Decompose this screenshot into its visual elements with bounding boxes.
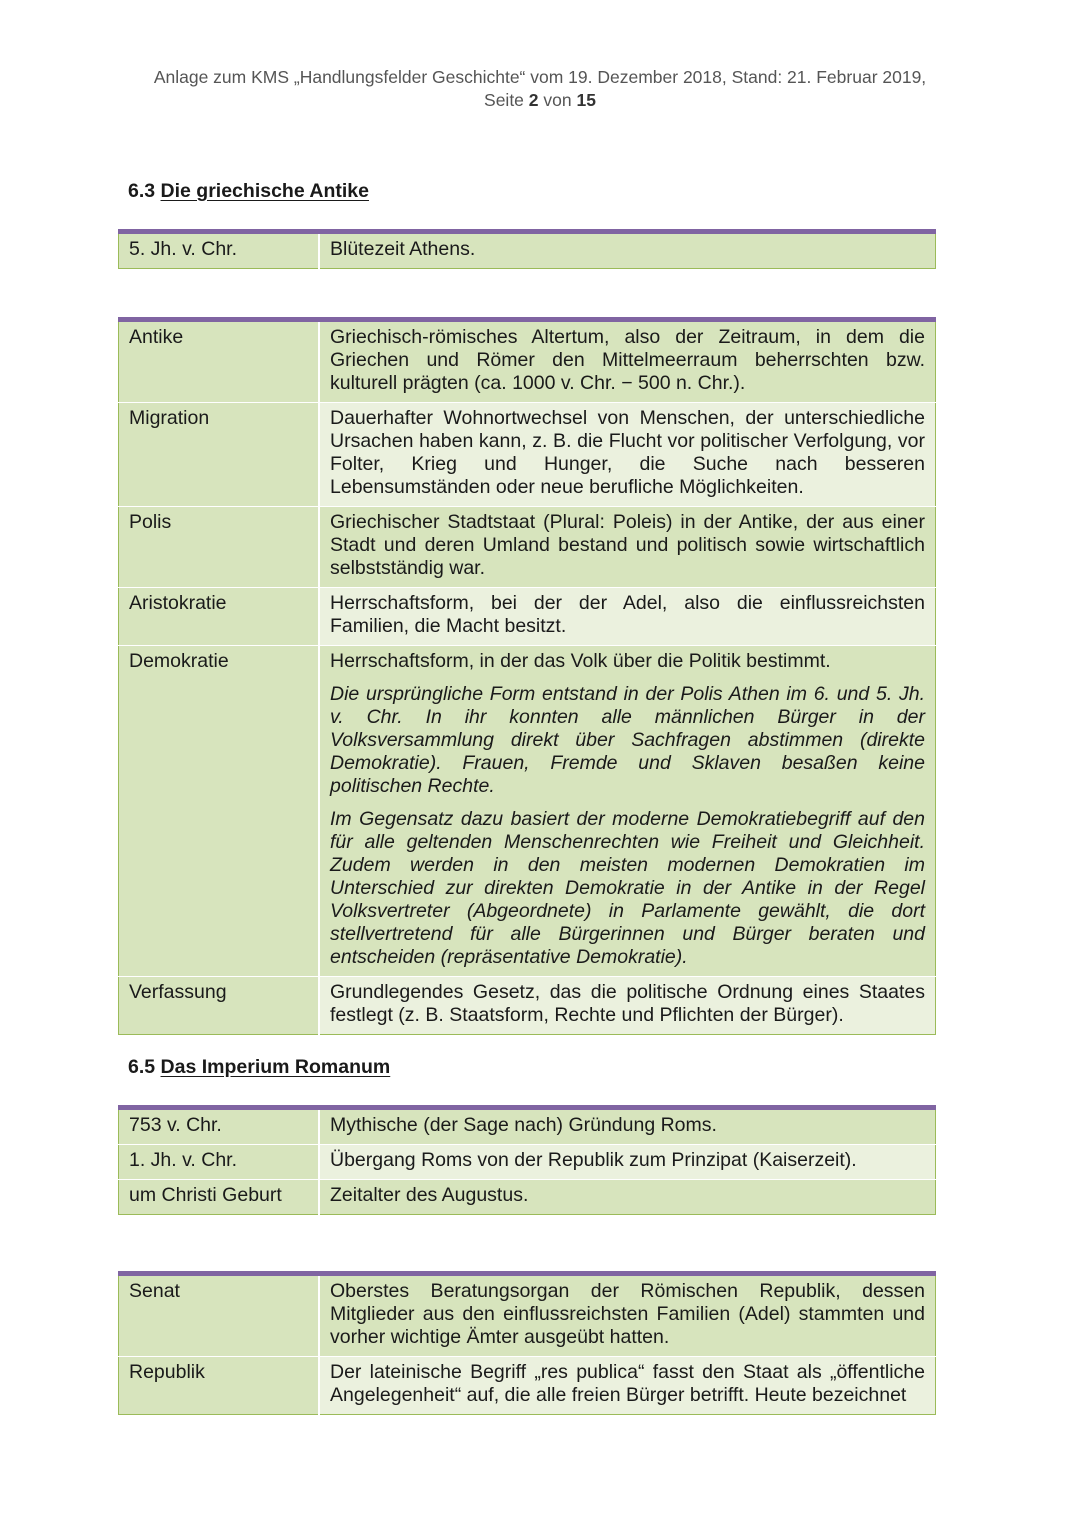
glossary-definition xyxy=(319,977,936,1035)
table-row xyxy=(119,1274,936,1357)
date-term: um Christi Geburt xyxy=(119,1180,320,1215)
section-title-greek xyxy=(128,180,369,203)
section-title-roman xyxy=(128,1056,390,1079)
table-row xyxy=(119,977,936,1035)
greek-terms-table xyxy=(118,317,936,1035)
definition-paragraph: Herrschaftsform, in der das Volk über die Politik bestimmt. xyxy=(330,650,831,672)
definition-paragraph: Grundlegendes Gesetz, das die politische Ordnung eines Staates festlegt (z. B. Staatsform, Rechte und Pflichten der Bürger). xyxy=(330,981,925,1026)
glossary-definition xyxy=(319,1274,936,1357)
date-term: 753 v. Chr. xyxy=(119,1108,320,1145)
definition-paragraph: Die ursprüngliche Form entstand in der Polis Athen im 6. und 5. Jh. v. Chr. In ihr konnten alle männlichen Bürger in der Volksversammlung direkt über Sachfragen abstimmen (direkte Demokratie). Frauen, Fremde und Sklaven besaßen keine politischen Rechte. xyxy=(330,683,925,797)
table-row xyxy=(119,403,936,507)
table-row xyxy=(119,588,936,646)
page-indicator xyxy=(0,89,1080,112)
table-row xyxy=(119,320,936,403)
glossary-term: Senat xyxy=(119,1274,320,1357)
date-term: 1. Jh. v. Chr. xyxy=(119,1145,320,1180)
date-description: Zeitalter des Augustus. xyxy=(319,1180,936,1215)
table-row xyxy=(119,232,936,269)
page-number: 2 xyxy=(528,90,539,110)
date-description: Mythische (der Sage nach) Gründung Roms. xyxy=(319,1108,936,1145)
glossary-term: Demokratie xyxy=(119,646,320,977)
page-total: 15 xyxy=(576,90,596,110)
definition-paragraph: Dauerhafter Wohnortwechsel von Menschen, der unterschiedliche Ursachen haben kann, z. B. die Flucht vor politischer Verfolgung, vor Folter, Krieg und Hunger, die Suche nach besseren Lebensumständen oder neue berufliche Möglichkeiten. xyxy=(330,407,925,498)
glossary-definition xyxy=(319,1357,936,1415)
table-row xyxy=(119,507,936,588)
section-number: 6.3 xyxy=(128,180,156,202)
definition-paragraph: Oberstes Beratungsorgan der Römischen Republik, dessen Mitglieder aus den einflussreichsten Familien (Adel) stammten und vorher wichtige Ämter ausgeübt hatten. xyxy=(330,1280,925,1348)
table-row xyxy=(119,646,936,977)
date-description: Blütezeit Athens. xyxy=(319,232,936,269)
header-line: Anlage zum KMS „Handlungsfelder Geschichte“ vom 19. Dezember 2018, Stand: 21. Februar 2019, xyxy=(153,67,927,87)
glossary-definition xyxy=(319,646,936,977)
definition-paragraph: Im Gegensatz dazu basiert der moderne Demokratiebegriff auf den für alle geltenden Menschenrechten wie Freiheit und Gleichheit. Zudem werden in den meisten modernen Demokratien im Unterschied zur direkten Demokratie in der Antike in der Regel Volksvertreter (Abgeordnete) in Parlamente gewählt, die dort stellvertretend für alle Bürgerinnen und Bürger beraten und entscheiden (repräsentative Demokratie). xyxy=(330,808,925,968)
definition-paragraph: Griechischer Stadtstaat (Plural: Poleis) in der Antike, der aus einer Stadt und deren Umland bestand und politisch sowie wirtschaftlich selbstständig war. xyxy=(330,511,925,579)
table-row xyxy=(119,1145,936,1180)
glossary-definition xyxy=(319,320,936,403)
roman-dates-table xyxy=(118,1105,936,1215)
table-row xyxy=(119,1357,936,1415)
glossary-term: Verfassung xyxy=(119,977,320,1035)
page-header xyxy=(0,66,1080,112)
roman-terms-table xyxy=(118,1271,936,1415)
glossary-term: Republik xyxy=(119,1357,320,1415)
section-number: 6.5 xyxy=(128,1056,156,1078)
glossary-term: Migration xyxy=(119,403,320,507)
date-term: 5. Jh. v. Chr. xyxy=(119,232,320,269)
glossary-definition xyxy=(319,403,936,507)
table-row xyxy=(119,1108,936,1145)
page-prefix: Seite xyxy=(484,90,524,110)
glossary-term: Polis xyxy=(119,507,320,588)
definition-paragraph: Der lateinische Begriff „res publica“ fasst den Staat als „öffentliche Angelegenheit“ auf, die alle freien Bürger betrifft. Heute bezeichnet xyxy=(330,1361,925,1406)
definition-paragraph: Griechisch-römisches Altertum, also der Zeitraum, in dem die Griechen und Römer den Mittelmeerraum beherrschten bzw. kulturell prägten (ca. 1000 v. Chr. − 500 n. Chr.). xyxy=(330,326,925,394)
greek-dates-table xyxy=(118,229,936,269)
section-name: Die griechische Antike xyxy=(160,180,369,202)
definition-paragraph: Herrschaftsform, bei der der Adel, also die einflussreichsten Familien, die Macht besitzt. xyxy=(330,592,925,637)
glossary-term: Aristokratie xyxy=(119,588,320,646)
glossary-definition xyxy=(319,507,936,588)
glossary-definition xyxy=(319,588,936,646)
page-mid: von xyxy=(543,90,572,110)
date-description: Übergang Roms von der Republik zum Prinzipat (Kaiserzeit). xyxy=(319,1145,936,1180)
table-row xyxy=(119,1180,936,1215)
section-name: Das Imperium Romanum xyxy=(160,1056,391,1078)
glossary-term: Antike xyxy=(119,320,320,403)
